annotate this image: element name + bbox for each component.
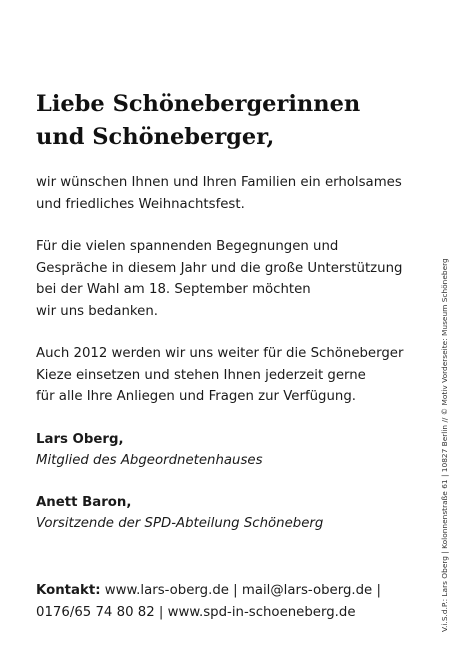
paragraph-wishes: [36, 172, 426, 215]
contact-line-2: 0176/65 74 80 82 | www.spd-in-schoeneberg.de: [36, 604, 356, 620]
greeting-heading-line-2: und Schöneberger,: [36, 124, 275, 150]
paragraph-line: wir uns bedanken.: [36, 303, 158, 319]
signature-role-anett-baron: Vorsitzende der SPD-Abteilung Schöneberg: [36, 516, 324, 531]
greeting-heading: [36, 88, 416, 154]
paragraph-line: Kieze einsetzen und stehen Ihnen jederzeit gerne: [36, 367, 366, 383]
paragraph-thanks: [36, 236, 426, 322]
signature-name-lars-oberg: Lars Oberg,: [36, 432, 124, 447]
paragraph-line: bei der Wahl am 18. September möchten: [36, 282, 311, 297]
contact-line-1: [36, 580, 426, 602]
signature-role-lars-oberg: Mitglied des Abgeordnetenhauses: [36, 453, 263, 468]
paragraph-line: für alle Ihre Anliegen und Fragen zur Verfügung.: [36, 389, 357, 404]
imprint-side-text: V.i.S.d.P.: Lars Oberg | Kolonnenstraße 61 | 10827 Berlin // © Motiv Vorderseite: Museum Schöneberg: [440, 258, 449, 632]
paragraph-line: und friedliches Weihnachtsfest.: [36, 196, 245, 212]
paragraph-line: Für die vielen spannenden Begegnungen und: [36, 239, 339, 254]
greeting-heading-line-1: Liebe Schönebergerinnen: [36, 91, 361, 117]
paragraph-line: wir wünschen Ihnen und Ihren Familien ein erholsames: [36, 175, 402, 190]
contact-block: [36, 580, 426, 623]
contact-links: www.lars-oberg.de | mail@lars-oberg.de |: [100, 583, 381, 598]
contact-label: Kontakt:: [36, 583, 101, 598]
paragraph-commitment: [36, 343, 426, 408]
signature-name-anett-baron: Anett Baron,: [36, 495, 132, 510]
paragraph-line: Gespräche in diesem Jahr und die große Unterstützung: [36, 260, 403, 276]
paragraph-line: Auch 2012 werden wir uns weiter für die Schöneberger: [36, 346, 404, 361]
